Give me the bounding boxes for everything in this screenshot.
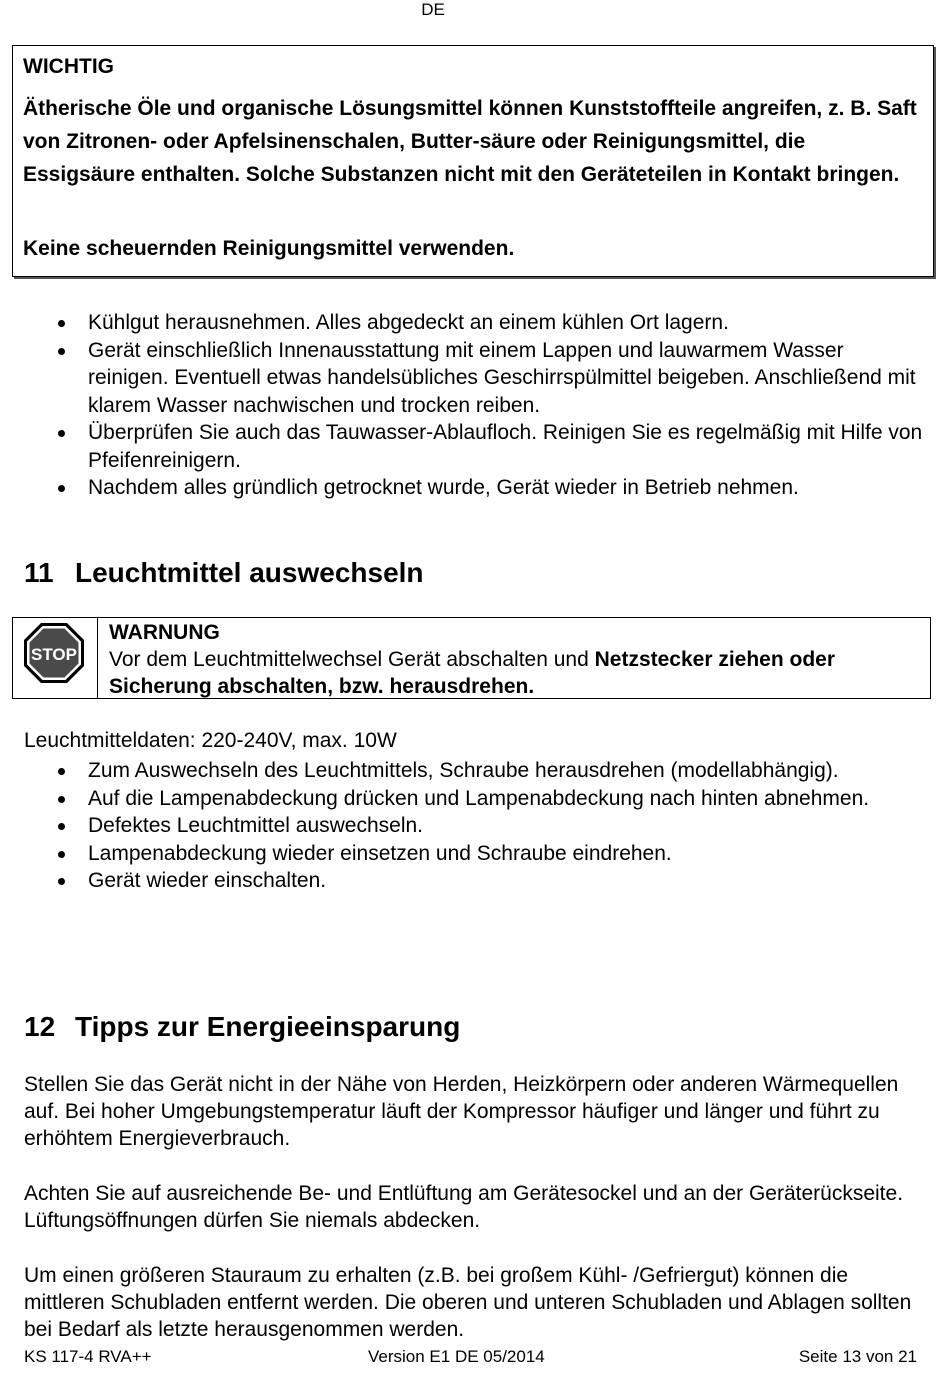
list-item: Überprüfen Sie auch das Tauwasser-Ablaufloch. Reinigen Sie es regelmäßig mit Hilfe von Pfeifenreinigern. [24, 419, 924, 474]
list-item: Kühlgut herausnehmen. Alles abgedeckt an einem kühlen Ort lagern. [24, 309, 924, 337]
list-item: Auf die Lampenabdeckung drücken und Lampenabdeckung nach hinten abnehmen. [24, 785, 924, 813]
list-item: Nachdem alles gründlich getrocknet wurde, Gerät wieder in Betrieb nehmen. [24, 474, 924, 502]
section-number: 11 [24, 557, 54, 588]
important-title: WICHTIG [23, 55, 114, 78]
section-number: 12 [24, 1011, 56, 1042]
important-text-abrasive: Keine scheuernden Reinigungsmittel verwenden. [23, 237, 515, 260]
list-item: Lampenabdeckung wieder einsetzen und Schraube eindrehen. [24, 840, 924, 868]
energy-tip-paragraph: Stellen Sie das Gerät nicht in der Nähe von Herden, Heizkörpern oder anderen Wärmequellen auf. Bei hoher Umgebungstemperatur läuft der Kompressor häufiger und länger und führt zu erhöhtem Energieverbrauch. [24, 1073, 899, 1151]
section-12-heading [24, 1011, 460, 1043]
footer-model: KS 117-4 RVA++ [24, 1347, 152, 1366]
page-language-label: DE [421, 0, 445, 19]
energy-tip-paragraph: Um einen größeren Stauraum zu erhalten (z.B. bei großem Kühl- /Gefriergut) können die mittleren Schubladen entfernt werden. Die oberen und unteren Schubladen und Ablagen sollten bei Bedarf als letzte herausgenommen werden. [24, 1264, 912, 1342]
section-title: Leuchtmittel auswechseln [75, 557, 424, 588]
energy-tip-paragraph: Achten Sie auf ausreichende Be- und Entlüftung am Gerätesockel und an der Geräterückseite. Lüftungsöffnungen dürfen Sie niemals abdecken. [24, 1182, 904, 1233]
warning-title: WARNUNG [109, 621, 220, 644]
list-item: Zum Auswechseln des Leuchtmittels, Schraube herausdrehen (modellabhängig). [24, 757, 924, 785]
page-footer [24, 1347, 917, 1369]
lamp-specs: Leuchtmitteldaten: 220-240V, max. 10W [24, 729, 397, 752]
cleaning-steps-list [24, 309, 924, 502]
list-item: Gerät wieder einschalten. [24, 867, 924, 895]
footer-version: Version E1 DE 05/2014 [368, 1347, 545, 1366]
list-item: Defektes Leuchtmittel auswechseln. [24, 812, 924, 840]
warning-message [109, 646, 919, 700]
warning-box [12, 617, 931, 699]
lamp-replacement-steps [24, 757, 924, 895]
stop-sign-icon [22, 621, 86, 685]
warning-message-plain: Vor dem Leuchtmittelwechsel Gerät abschalten und [109, 648, 595, 671]
footer-page-number: Seite 13 von 21 [798, 1347, 917, 1366]
section-11-heading [24, 557, 424, 589]
stop-sign-text: STOP [31, 645, 77, 664]
section-title: Tipps zur Energieeinsparung [75, 1011, 461, 1042]
list-item: Gerät einschließlich Innenausstattung mit einem Lappen und lauwarmem Wasser reinigen. Eventuell etwas handelsübliches Geschirrspülmittel beigeben. Anschließend mit klarem Wasser nachwischen und trocken reiben. [24, 337, 924, 420]
important-notice-box [12, 45, 934, 277]
important-text: Ätherische Öle und organische Lösungsmittel können Kunststoffteile angreifen, z. B. Saft von Zitronen- oder Apfelsinenschalen, Butter-säure oder Reinigungsmittel, die Essigsäure enthalten. Solche Substanzen nicht mit den Geräteteilen in Kontakt bringen. [23, 97, 917, 186]
warning-text-block [109, 619, 919, 700]
warning-message-bold: Netzstecker ziehen oder Sicherung abschalten, bzw. herausdrehen. [109, 648, 836, 698]
